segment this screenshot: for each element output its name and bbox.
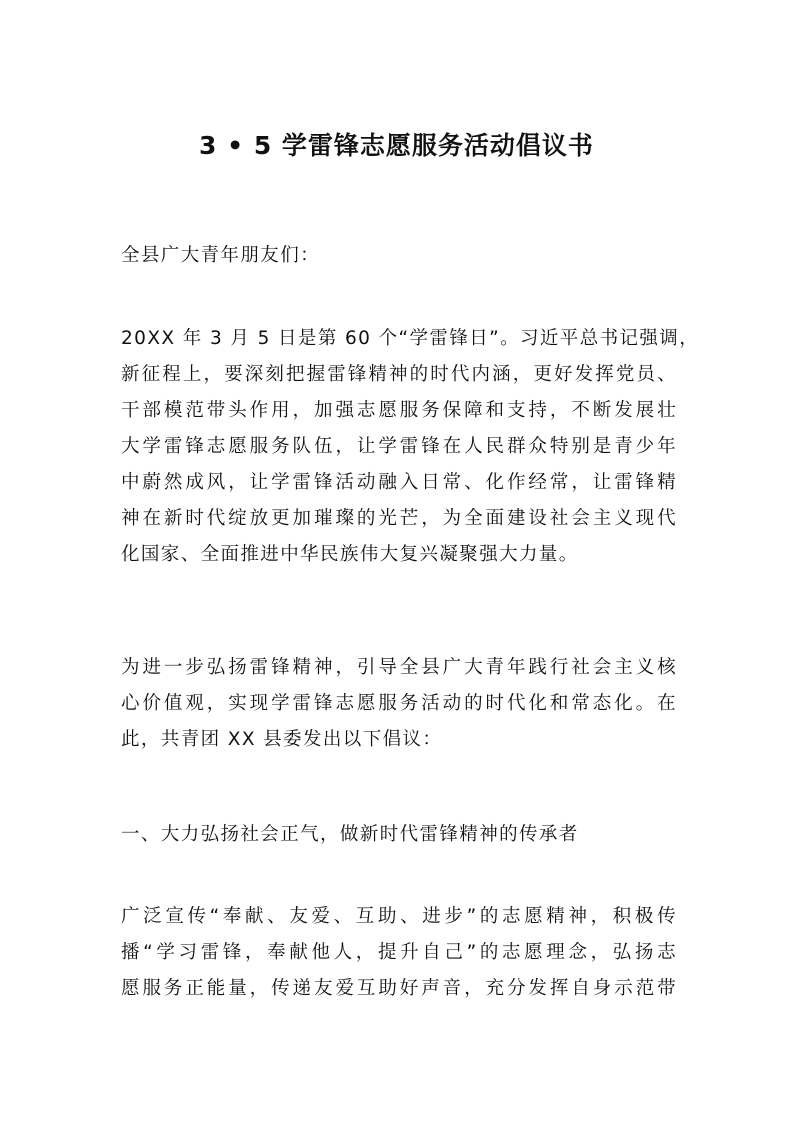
paragraph-line: 大学雷锋志愿服务队伍，让学雷锋在人民群众特别是青少年 [121, 436, 677, 457]
section-heading-line: 一、大力弘扬社会正气，做新时代雷锋精神的传承者 [121, 824, 579, 845]
section-1-heading [121, 817, 677, 853]
paragraph-line: 心价值观，实现学雷锋志愿服务活动的时代化和常态化。在 [121, 693, 677, 714]
paragraph-line: 新征程上，要深刻把握雷锋精神的时代内涵，更好发挥党员、 [121, 364, 677, 385]
paragraph-line: 神在新时代绽放更加璀璨的光芒，为全面建设社会主义现代 [121, 508, 677, 529]
paragraph-line: 干部模范带头作用，加强志愿服务保障和支持，不断发展壮 [121, 400, 677, 421]
salutation-line: 全县广大青年朋友们： [121, 245, 321, 266]
document-title: 3 • 5 学雷锋志愿服务活动倡议书 [199, 131, 594, 160]
paragraph-1 [121, 321, 700, 573]
paragraph-line: 愿服务正能量，传递友爱互助好声音，充分发挥自身示范带 [121, 978, 677, 999]
paragraph-line: 此，共青团 XX 县委发出以下倡议： [121, 729, 443, 750]
paragraph-line: 20XX 年 3 月 5 日是第 60 个“学雷锋日”。习近平总书记强调， [121, 328, 700, 349]
paragraph-line: 中蔚然成风，让学雷锋活动融入日常、化作经常，让雷锋精 [121, 472, 677, 493]
paragraph-line: 广泛宣传“奉献、友爱、互助、进步”的志愿精神，积极传 [121, 906, 677, 927]
paragraph-2 [121, 650, 677, 758]
paragraph-line: 播“学习雷锋，奉献他人，提升自己”的志愿理念，弘扬志 [121, 942, 677, 963]
paragraph-line: 化国家、全面推进中华民族伟大复兴凝聚强大力量。 [121, 544, 579, 565]
paragraph-line: 为进一步弘扬雷锋精神，引导全县广大青年践行社会主义核 [121, 657, 677, 678]
salutation [121, 238, 677, 274]
paragraph-3 [121, 899, 677, 1007]
